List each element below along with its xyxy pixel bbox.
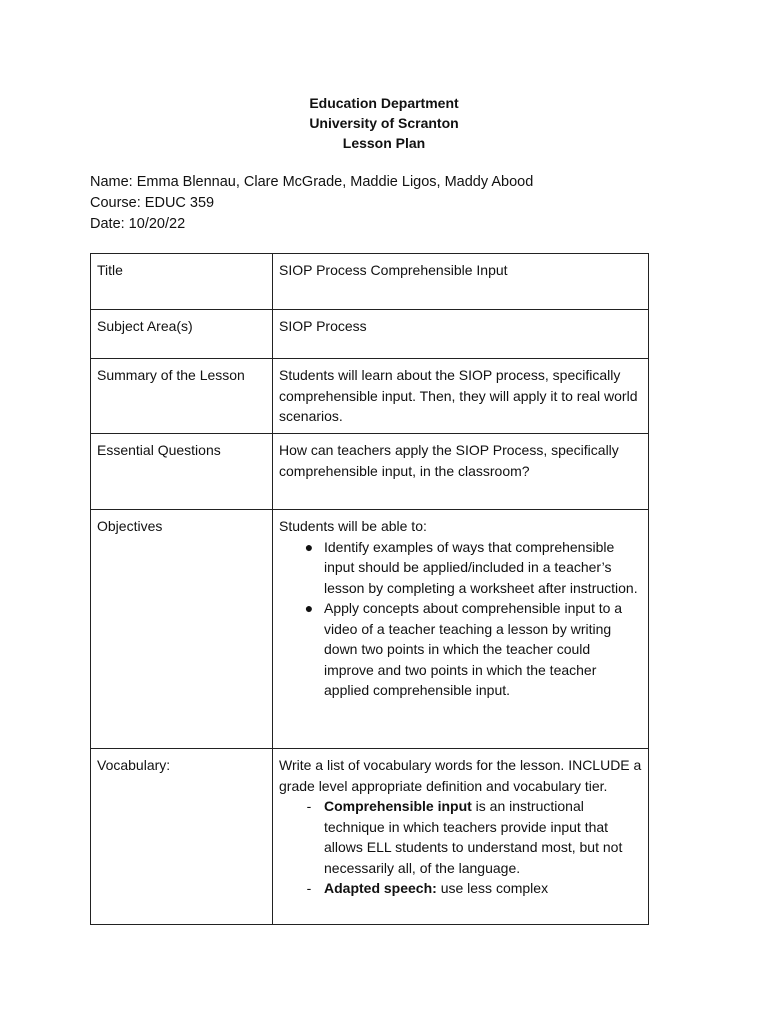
lesson-meta xyxy=(90,172,533,235)
objective-text: Apply concepts about comprehensible input to a video of a teacher teaching a lesson by writing down two points in which the teacher could improve and two points in which the teacher applied comprehensible input. xyxy=(324,600,623,698)
row-value xyxy=(273,510,649,749)
department-heading: Education Department xyxy=(309,95,459,111)
row-value: SIOP Process xyxy=(273,310,649,359)
row-value: How can teachers apply the SIOP Process, specifically comprehensible input, in the classroom? xyxy=(273,434,649,510)
row-label: Title xyxy=(91,254,273,310)
dash-icon: - xyxy=(306,798,312,814)
row-label: Vocabulary: xyxy=(91,749,273,925)
row-label: Subject Area(s) xyxy=(91,310,273,359)
university-heading: University of Scranton xyxy=(309,115,459,131)
row-value: Students will learn about the SIOP process, specifically comprehensible input. Then, they will apply it to real world scenarios. xyxy=(273,359,649,434)
row-value xyxy=(273,749,649,925)
table-row-objectives xyxy=(91,510,649,749)
vocabulary-list xyxy=(279,796,642,899)
author-names: Name: Emma Blennau, Clare McGrade, Maddie Ligos, Maddy Abood xyxy=(90,174,534,190)
table-row-title xyxy=(91,254,649,310)
course-line: Course: EDUC 359 xyxy=(90,195,215,211)
objectives-intro: Students will be able to: xyxy=(279,518,427,534)
table-row-vocabulary xyxy=(91,749,649,925)
lesson-plan-heading: Lesson Plan xyxy=(342,135,426,151)
row-label: Summary of the Lesson xyxy=(91,359,273,434)
vocabulary-content xyxy=(279,755,642,909)
lesson-plan-table xyxy=(90,253,649,925)
row-value: SIOP Process Comprehensible Input xyxy=(273,254,649,310)
row-label: Essential Questions xyxy=(91,434,273,510)
objectives-list xyxy=(279,537,642,701)
date-line: Date: 10/20/22 xyxy=(90,216,186,232)
list-item xyxy=(279,878,642,899)
table-row-subject xyxy=(91,310,649,359)
vocab-definition: is an instructional technique in which teachers provide input that allows ELL students to understand most, but not necessarily all, of the language. xyxy=(324,798,623,876)
list-item xyxy=(279,796,642,878)
table-row-summary xyxy=(91,359,649,434)
vocab-definition: use less complex xyxy=(436,880,549,896)
list-item xyxy=(279,537,642,599)
row-label: Objectives xyxy=(91,510,273,749)
objective-text: Identify examples of ways that comprehensible input should be applied/included in a teacher’s lesson by completing a worksheet after instruction. xyxy=(324,538,638,596)
document-header xyxy=(0,93,768,153)
bullet-icon: ● xyxy=(304,538,314,555)
list-item xyxy=(279,598,642,701)
vocab-term: Comprehensible input xyxy=(324,798,472,814)
vocabulary-intro: Write a list of vocabulary words for the lesson. INCLUDE a grade level appropriate definition and vocabulary tier. xyxy=(279,757,642,794)
vocab-term: Adapted speech: xyxy=(324,880,437,896)
bullet-icon: ● xyxy=(304,600,314,616)
dash-icon: - xyxy=(306,880,312,896)
table-row-essential-questions xyxy=(91,434,649,510)
